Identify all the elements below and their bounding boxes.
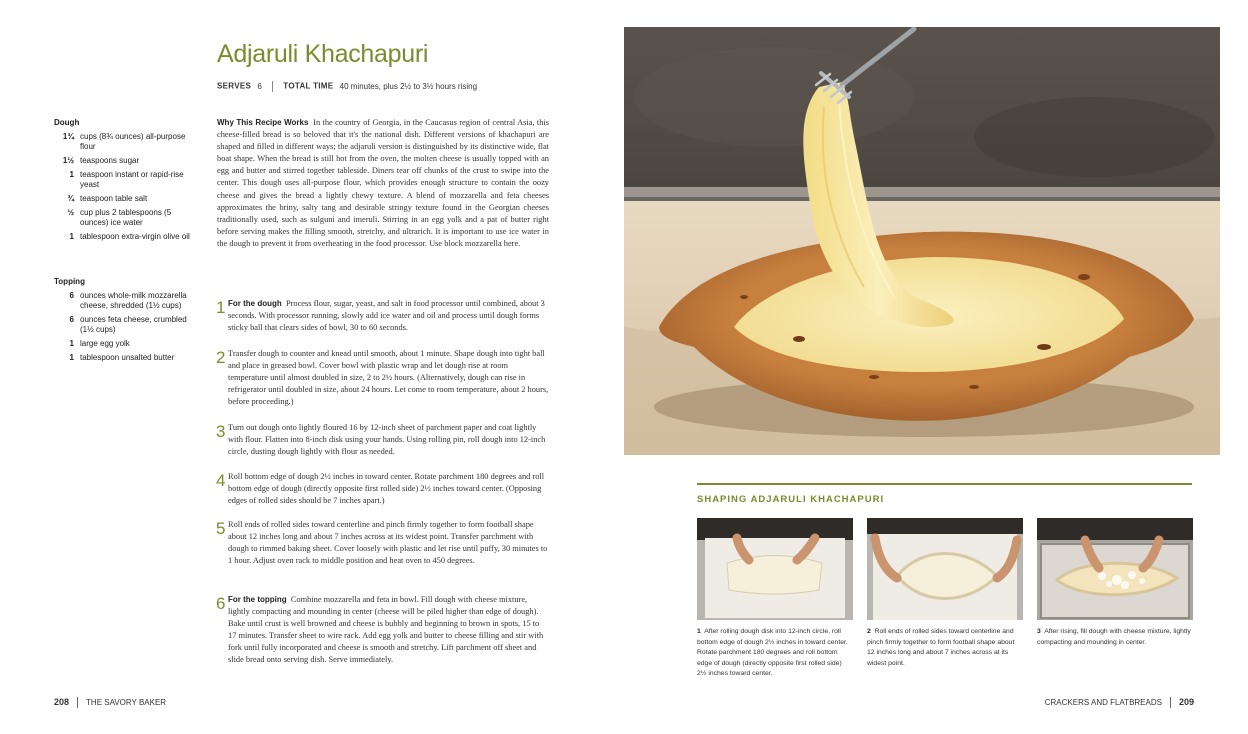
step-text: Transfer dough to counter and knead until smooth, about 1 minute. Shape dough into tight ball and place in greased bowl. Cover bowl with plastic wrap and let dough rise at room temperature until almost doubled in size, 2 to 2½ hours. (Alternatively, dough can rise in refrigerator until doubled in size, about 24 hours. Let come to room temperature, about 2 hours, before proceeding.): [228, 349, 549, 407]
ingredient-text: tablespoon extra-virgin olive oil: [80, 232, 190, 241]
page-number-left: 208: [54, 697, 70, 707]
step-number: 1: [216, 298, 226, 317]
step-label: For the topping: [228, 595, 287, 604]
topping-ingredient-list: [54, 291, 194, 367]
footer-right: [1045, 697, 1194, 708]
ingredient-quantity: ¾: [67, 194, 74, 203]
caption-number: 2: [867, 628, 871, 635]
ingredient-item: [54, 315, 194, 335]
ingredient-item: [54, 156, 194, 166]
ingredient-text: large egg yolk: [80, 339, 130, 348]
shaping-photo-3: [1037, 518, 1193, 620]
ingredient-item: [54, 170, 194, 190]
step-text: Process flour, sugar, yeast, and salt in food processor until combined, about 3 seconds. With processor running, slowly add ice water and oil and process until dough forms sticky ball that clears sides of bowl, 30 to 60 seconds.: [228, 299, 545, 333]
ingredient-text: tablespoon unsalted butter: [80, 353, 175, 362]
caption-text: After rising, fill dough with cheese mixture, lightly compacting and mounding in center.: [1037, 628, 1191, 646]
caption-number: 3: [1037, 628, 1041, 635]
footer-left: [54, 697, 166, 708]
khachapuri-photo: [624, 27, 1220, 455]
serves-value: 6: [257, 81, 262, 91]
footer-divider: [1170, 697, 1171, 708]
ingredient-text: ounces feta cheese, crumbled (1½ cups): [80, 315, 187, 334]
ingredient-item: [54, 339, 194, 349]
ingredient-item: [54, 132, 194, 152]
method-step: [217, 348, 549, 408]
step-text: Roll ends of rolled sides toward centerline and pinch firmly together to form football shape about 12 inches long and about 7 inches across at its widest point. Transfer parchment with dough to rimmed baking sheet. Cover loosely with plastic and let rise until puffy, 30 minutes to 1 hour. Adjust oven rack to middle position and heat oven to 450 degrees.: [228, 520, 548, 566]
ingredient-quantity: 1½: [62, 156, 74, 165]
shaping-photo-1: [697, 518, 853, 620]
step-number: 6: [216, 594, 226, 613]
ingredient-item: [54, 291, 194, 311]
ingredient-item: [54, 232, 194, 242]
caption-text: Roll ends of rolled sides toward centerline and pinch firmly together to form football shape about 12 inches long and about 7 inches across at its widest point.: [867, 628, 1015, 667]
recipe-title: Adjaruli Khachapuri: [217, 40, 429, 68]
ingredient-item: [54, 353, 194, 363]
step-body: [217, 594, 549, 667]
step-text: Turn out dough onto lightly floured 16 by 12-inch sheet of parchment paper and coat lightly with flour. Flatten into 8-inch disk using your hands. Using rolling pin, roll dough into 12-inch circle, dusting dough lightly with flour as needed.: [228, 423, 546, 457]
step-text: Combine mozzarella and feta in bowl. Fill dough with cheese mixture, lightly compacting and mounding in center (cheese will be piled higher than edge of dough). Bake until crust is well browned and cheese is bubbly and beginning to brown in spots, 15 to 17 minutes. Transfer sheet to wire rack. Add egg yolk and butter to cheese filling and stir with fork until fully incorporated and cheese is smooth and stretchy. Lift parchment off sheet and slide bread onto serving dish. Serve immediately.: [228, 595, 544, 665]
step-number: 4: [216, 471, 226, 490]
step-body: [217, 298, 549, 334]
shaping-caption-1: [697, 627, 853, 680]
step-label: For the dough: [228, 299, 282, 308]
ingredient-item: [54, 194, 194, 204]
page-number-right: 209: [1178, 697, 1194, 707]
ingredient-text: teaspoons sugar: [80, 156, 140, 165]
ingredient-text: ounces whole-milk mozzarella cheese, shredded (1½ cups): [80, 291, 187, 310]
step-body: [217, 519, 549, 567]
section-divider: [697, 483, 1192, 485]
step-body: [217, 422, 549, 458]
ingredient-text: cup plus 2 tablespoons (5 ounces) ice water: [80, 208, 172, 227]
meta-divider: [272, 81, 273, 92]
why-label: Why This Recipe Works: [217, 118, 309, 127]
method-step: [217, 519, 549, 567]
ingredient-quantity: 1¾: [62, 132, 74, 141]
caption-number: 1: [697, 628, 701, 635]
ingredient-text: cups (8¾ ounces) all-purpose flour: [80, 132, 186, 151]
total-time-label: TOTAL TIME: [283, 81, 334, 91]
step-text: Roll bottom edge of dough 2½ inches in toward center. Rotate parchment 180 degrees and roll bottom edge of dough (directly opposite first rolled side) 2½ inches toward center. (Opposing edges of rolled sides should be 7 inches apart.): [228, 472, 545, 506]
ingredient-text: teaspoon instant or rapid-rise yeast: [80, 170, 184, 189]
ingredient-text: teaspoon table salt: [80, 194, 148, 203]
ingredient-quantity: 1: [69, 170, 74, 179]
ingredient-quantity: 1: [69, 353, 74, 362]
book-title: THE SAVORY BAKER: [86, 698, 167, 707]
step-body: [217, 348, 549, 408]
step-number: 2: [216, 348, 226, 367]
ingredient-quantity: 1: [69, 339, 74, 348]
method-step: [217, 298, 549, 334]
footer-divider: [77, 697, 78, 708]
ingredient-item: [54, 208, 194, 228]
shaping-caption-3: [1037, 627, 1193, 648]
ingredient-quantity: 6: [69, 315, 74, 324]
method-step: [217, 422, 549, 458]
ingredient-quantity: 6: [69, 291, 74, 300]
serves-label: SERVES: [217, 81, 252, 91]
why-text: In the country of Georgia, in the Caucasus region of central Asia, this cheese-filled bread is so beloved that it's the national dish. Different versions of khachapuri are shaped and filled in different ways; the adjaruli version is distinguished by its distinctive wide, flat boat shape. When the bread is still hot from the oven, the molten cheese is usually topped with an egg and butter and stirred together tableside. Diners tear off chunks of the crust to swipe into the center. This dough uses all-purpose flour, which provides enough structure to contain the oozy cheese and gives the bread a lightly chewy texture. A blend of mozzarella and feta cheeses approximates the briny, salty tang and desirable stringy texture found in the Georgian cheeses traditionally used, such as sulguni and imeruli. Stirring in an egg yolk and a pat of butter right before serving makes the filling smooth, stretchy, and ultrarich. It is important to use ice water in the dough to prevent it from overheating in the food processor. Use block mozzarella here.: [217, 118, 550, 248]
dough-ingredient-list: [54, 132, 194, 246]
caption-text: After rolling dough disk into 12-inch circle, roll bottom edge of dough 2½ inches in toward center. Rotate parchment 180 degrees and roll bottom edge of dough (directly opposite first rolled side) 2½ inches toward center.: [697, 628, 848, 678]
ingredient-quantity: 1: [69, 232, 74, 241]
step-number: 5: [216, 519, 226, 538]
step-number: 3: [216, 422, 226, 441]
method-step: [217, 471, 549, 507]
shaping-caption-2: [867, 627, 1023, 669]
shaping-section-title: SHAPING ADJARULI KHACHAPURI: [697, 494, 885, 505]
ingredient-quantity: ½: [67, 208, 74, 217]
recipe-meta: [217, 81, 477, 92]
why-this-recipe-works: [217, 117, 549, 250]
method-step: [217, 594, 549, 667]
total-time-value: 40 minutes, plus 2½ to 3½ hours rising: [339, 81, 478, 91]
step-body: [217, 471, 549, 507]
topping-heading: Topping: [54, 277, 85, 286]
chapter-title: CRACKERS AND FLATBREADS: [1044, 698, 1162, 707]
shaping-photo-2: [867, 518, 1023, 620]
dough-heading: Dough: [54, 118, 80, 127]
